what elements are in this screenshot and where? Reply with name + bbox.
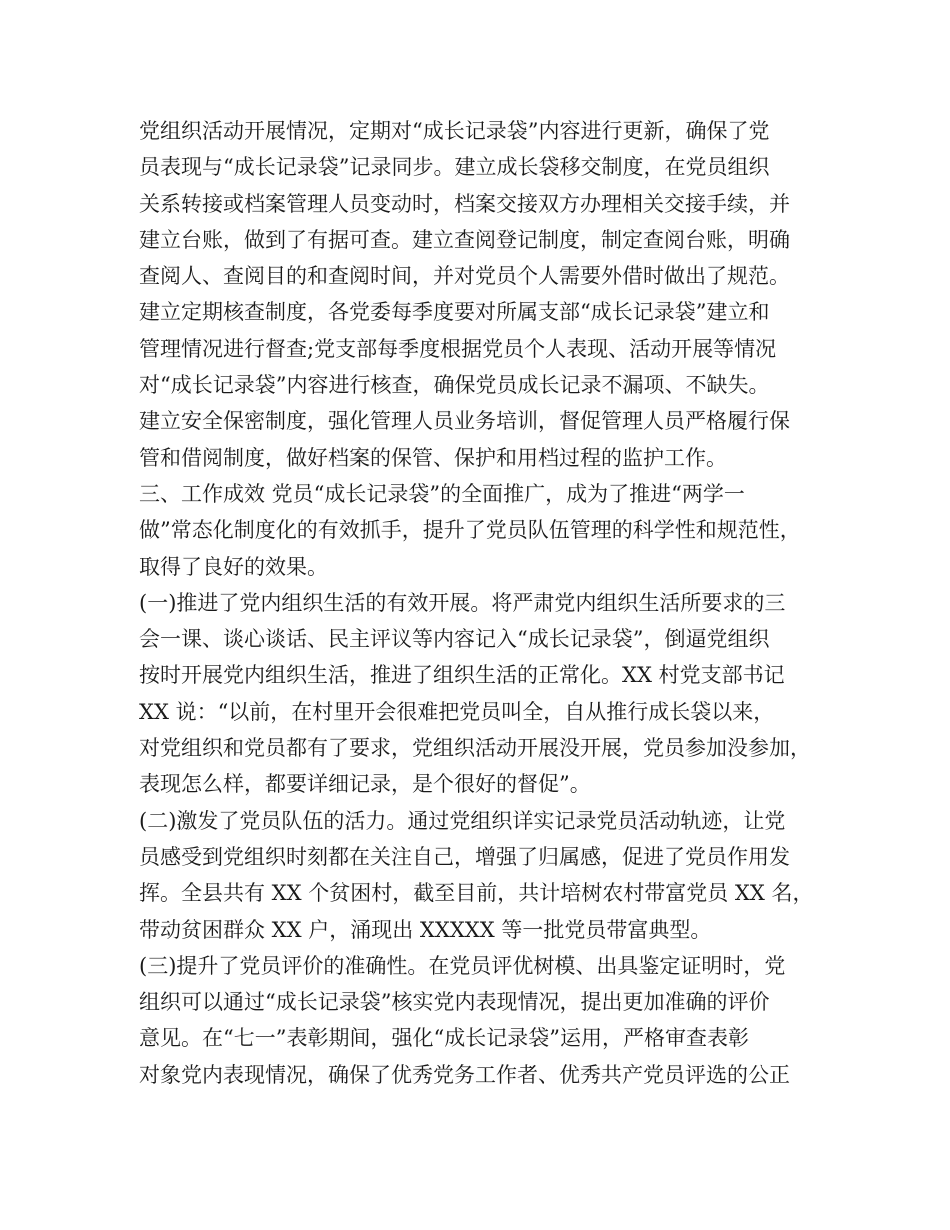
section-heading-line: 三、工作成效 党员“成长记录袋”的全面推广，成为了推进“两学一 xyxy=(139,481,745,506)
text-line: 按时开展党内组织生活，推进了组织生活的正常化。XX 村党支部书记 xyxy=(139,663,785,688)
body-text xyxy=(139,113,829,1093)
text-line: 做”常态化制度化的有效抓手，提升了党员队伍管理的科学性和规范性， xyxy=(139,518,801,543)
text-line: XX 说：“以前，在村里开会很难把党员叫全，自从推行成长袋以来， xyxy=(139,699,775,724)
text-line: 员表现与“成长记录袋”记录同步。建立成长袋移交制度，在党员组织 xyxy=(139,155,770,180)
text-line: 党组织活动开展情况，定期对“成长记录袋”内容进行更新，确保了党 xyxy=(139,119,770,143)
text-line: 员感受到党组织时刻都在关注自己，增强了归属感，促进了党员作用发 xyxy=(139,844,790,869)
text-line: 查阅人、查阅目的和查阅时间，并对党员个人需要外借时做出了规范。 xyxy=(139,264,790,289)
text-line: 建立安全保密制度，强化管理人员业务培训，督促管理人员严格履行保 xyxy=(139,409,790,434)
text-line: 建立定期核查制度，各党委每季度要对所属支部“成长记录袋”建立和 xyxy=(139,300,770,325)
text-line: 对党组织和党员都有了要求，党组织活动开展没开展，党员参加没参加， xyxy=(139,736,811,761)
text-line: 会一课、谈心谈话、民主评议等内容记入“成长记录袋”，倒逼党组织 xyxy=(139,627,770,652)
text-line: 带动贫困群众 XX 户，涌现出 XXXXX 等一批党员带富典型。 xyxy=(139,917,712,942)
subsection-heading-line: (三)提升了党员评价的准确性。在党员评优树模、出具鉴定证明时，党 xyxy=(139,953,786,978)
text-line: 取得了良好的效果。 xyxy=(139,554,328,579)
subsection-heading-line: (二)激发了党员队伍的活力。通过党组织详实记录党员活动轨迹，让党 xyxy=(139,808,786,833)
subsection-heading-line: (一)推进了党内组织生活的有效开展。将严肃党内组织生活所要求的三 xyxy=(139,590,786,615)
text-line: 建立台账，做到了有据可查。建立查阅登记制度，制定查阅台账，明确 xyxy=(139,227,790,252)
text-line: 管和借阅制度，做好档案的保管、保护和用档过程的监护工作。 xyxy=(139,445,727,470)
text-line: 组织可以通过“成长记录袋”核实党内表现情况，提出更加准确的评价 xyxy=(139,990,770,1015)
text-line: 表现怎么样，都要详细记录，是个很好的督促”。 xyxy=(139,772,591,797)
text-line: 对“成长记录袋”内容进行核查，确保党员成长记录不漏项、不缺失。 xyxy=(139,373,770,398)
text-line: 关系转接或档案管理人员变动时，档案交接双方办理相关交接手续，并 xyxy=(139,191,790,216)
text-line: 管理情况进行督查;党支部每季度根据党员个人表现、活动开展等情况 xyxy=(139,336,777,361)
text-line: 挥。全县共有 XX 个贫困村，截至目前，共计培树农村带富党员 XX 名， xyxy=(139,881,814,906)
text-line: 对象党内表现情况，确保了优秀党务工作者、优秀共产党员评选的公正 xyxy=(139,1062,790,1087)
text-line: 意见。在“七一”表彰期间，强化“成长记录袋”运用，严格审查表彰 xyxy=(139,1026,749,1051)
